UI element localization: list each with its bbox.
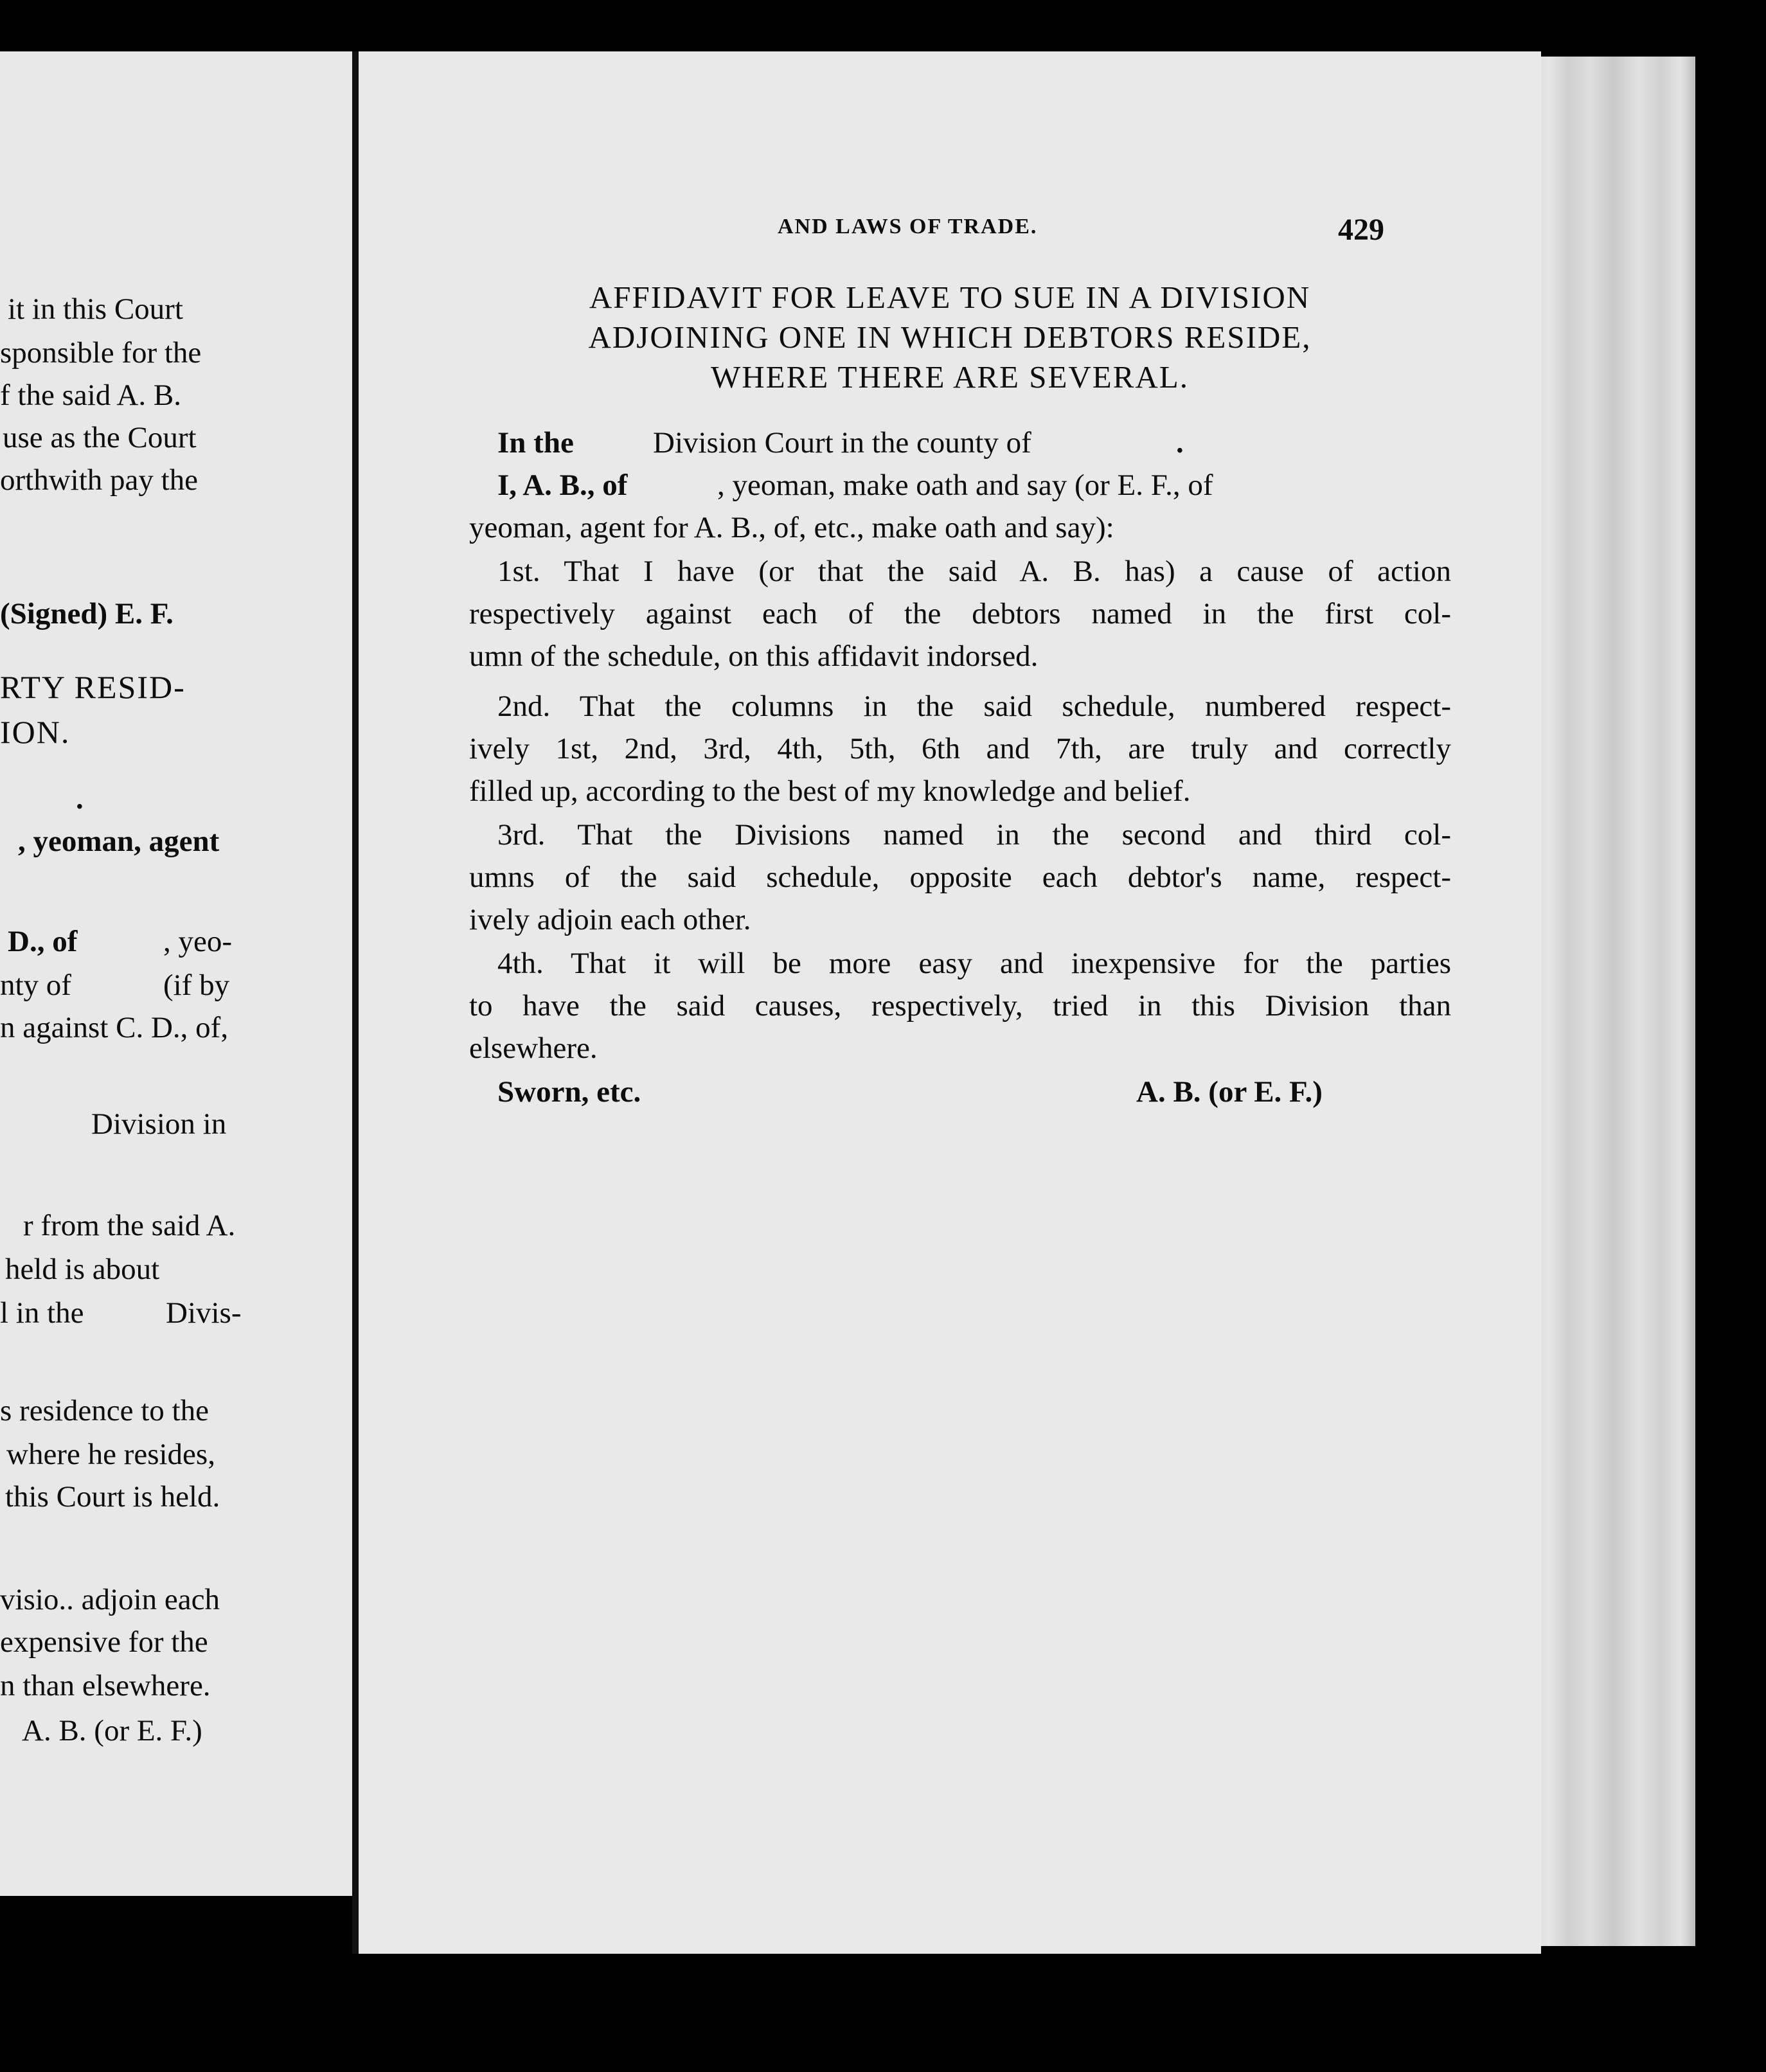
left-line: , yeo-: [163, 925, 233, 958]
oath-line: I, A. B., of: [497, 469, 628, 502]
paragraph-line: ively adjoin each other.: [469, 903, 751, 936]
left-line: .: [76, 782, 84, 816]
left-line: this Court is held.: [5, 1480, 220, 1514]
paragraph-line: 1st. That I have (or that the said A. B. has) a cause of action: [497, 555, 1451, 588]
left-line: Division in: [91, 1107, 227, 1141]
left-line: n against C. D., of,: [0, 1011, 229, 1044]
left-line: it in this Court: [8, 292, 183, 326]
sworn-line: Sworn, etc.: [497, 1075, 641, 1109]
left-line: A. B. (or E. F.): [22, 1714, 202, 1747]
left-line: expensive for the: [0, 1625, 208, 1659]
paragraph-line: 4th. That it will be more easy and inexpensive for the parties: [497, 947, 1451, 980]
left-line: where he resides,: [6, 1438, 215, 1471]
oath-line: yeoman, agent for A. B., of, etc., make oath and say):: [469, 511, 1114, 544]
left-line: D., of: [8, 925, 78, 958]
affidavit-title-line: ADJOINING ONE IN WHICH DEBTORS RESIDE,: [588, 319, 1312, 355]
paragraph-line: ively 1st, 2nd, 3rd, 4th, 5th, 6th and 7th, are truly and correctly: [469, 732, 1451, 765]
affidavit-title-line: AFFIDAVIT FOR LEAVE TO SUE IN A DIVISION: [589, 280, 1311, 315]
oath-line: , yeoman, make oath and say (or E. F., of: [717, 469, 1213, 502]
left-line: use as the Court: [3, 421, 197, 454]
left-line: (if by: [163, 969, 230, 1002]
left-line: RTY RESID-: [0, 669, 186, 705]
caption-dot: .: [1176, 426, 1184, 460]
left-line: n than elsewhere.: [0, 1669, 211, 1702]
paragraph-line: umn of the schedule, on this affidavit indorsed.: [469, 639, 1039, 673]
running-head: AND LAWS OF TRADE.: [778, 215, 1038, 238]
left-line: visio.. adjoin each: [0, 1583, 220, 1616]
left-line: , yeoman, agent: [18, 825, 220, 858]
paragraph-line: umns of the said schedule, opposite each debtor's name, respect-: [469, 861, 1451, 894]
right-page: [352, 51, 1541, 1954]
left-line: f the said A. B.: [0, 379, 181, 412]
left-line: r from the said A.: [23, 1209, 236, 1242]
left-line: nty of: [0, 969, 71, 1002]
page-number: 429: [1338, 213, 1384, 247]
paragraph-line: filled up, according to the best of my knowledge and belief.: [469, 774, 1191, 808]
paragraph-line: 2nd. That the columns in the said schedule, numbered respect-: [497, 690, 1451, 723]
left-line: orthwith pay the: [0, 463, 199, 497]
paragraph-line: respectively against each of the debtors named in the first col-: [469, 597, 1451, 630]
affidavit-title-line: WHERE THERE ARE SEVERAL.: [711, 359, 1189, 395]
left-line: s residence to the: [0, 1394, 209, 1427]
paragraph-line: elsewhere.: [469, 1032, 598, 1065]
left-line: Divis-: [166, 1296, 242, 1330]
caption-in-the: In the: [497, 426, 574, 460]
left-line: l in the: [0, 1296, 84, 1330]
left-line: ION.: [0, 714, 71, 750]
left-line: sponsible for the: [0, 336, 202, 370]
left-line: held is about: [5, 1253, 160, 1286]
paragraph-line: to have the said causes, respectively, tried in this Division than: [469, 989, 1451, 1023]
left-line: (Signed) E. F.: [0, 597, 174, 630]
left-page: [0, 51, 355, 1896]
caption-division-court: Division Court in the county of: [653, 426, 1031, 460]
page-edges: [1530, 57, 1695, 1946]
signature: A. B. (or E. F.): [1136, 1075, 1323, 1109]
paragraph-line: 3rd. That the Divisions named in the second and third col-: [497, 818, 1451, 852]
